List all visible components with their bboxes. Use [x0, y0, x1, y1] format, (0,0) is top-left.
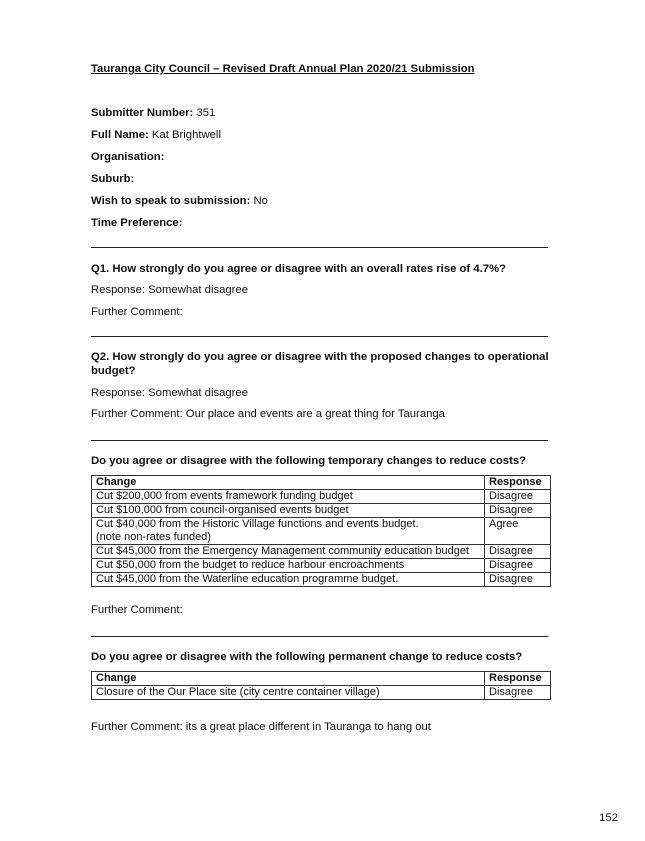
response-cell: Disagree	[485, 545, 551, 559]
divider	[91, 636, 548, 637]
table-row	[92, 559, 551, 573]
field-label: Full Name:	[91, 129, 149, 141]
change-cell: Cut $200,000 from events framework funding budget	[92, 490, 485, 504]
response-cell: Disagree	[485, 686, 551, 700]
table-row	[92, 490, 551, 504]
divider	[91, 336, 548, 337]
change-cell	[92, 518, 485, 545]
response-header: Response	[485, 476, 551, 490]
change-text: Cut $40,000 from the Historic Village functions and events budget.	[96, 518, 419, 530]
field-label: Suburb:	[91, 173, 135, 185]
temporary-changes-table	[91, 475, 551, 587]
divider	[91, 247, 548, 248]
change-cell: Cut $45,000 from the Waterline education programme budget.	[92, 573, 485, 587]
field-label: Submitter Number:	[91, 107, 194, 119]
change-header: Change	[92, 476, 485, 490]
change-cell: Closure of the Our Place site (city centre container village)	[92, 686, 485, 700]
q1-question: Q1. How strongly do you agree or disagree with an overall rates rise of 4.7%?	[91, 263, 506, 275]
permanent-change-question: Do you agree or disagree with the following permanent change to reduce costs?	[91, 651, 523, 663]
field-label: Time Preference:	[91, 217, 183, 229]
field-value: No	[250, 195, 268, 207]
response-header: Response	[485, 672, 551, 686]
response-cell: Agree	[485, 518, 551, 545]
table-header-row	[92, 672, 551, 686]
change-note: (note non-rates funded)	[96, 531, 211, 543]
field-value: 351	[193, 107, 216, 119]
permanent-change-table	[91, 671, 551, 700]
temporary-changes-question: Do you agree or disagree with the following temporary changes to reduce costs?	[91, 455, 527, 467]
table-row	[92, 686, 551, 700]
table-row	[92, 545, 551, 559]
suburb-field	[91, 173, 134, 185]
divider	[91, 440, 548, 441]
q2-question: Q2. How strongly do you agree or disagree with the proposed changes to operational budget?	[91, 351, 549, 377]
page-number: 152	[599, 812, 618, 824]
wish-to-speak-field	[91, 195, 268, 207]
full-name-field	[91, 129, 221, 141]
change-cell: Cut $45,000 from the Emergency Management community education budget	[92, 545, 485, 559]
table-row	[92, 573, 551, 587]
change-cell: Cut $100,000 from council-organised events budget	[92, 504, 485, 518]
permanent-comment: Further Comment: its a great place different in Tauranga to hang out	[91, 721, 431, 733]
document-title: Tauranga City Council – Revised Draft Annual Plan 2020/21 Submission	[91, 63, 475, 75]
field-label: Organisation:	[91, 151, 165, 163]
change-cell: Cut $50,000 from the budget to reduce harbour encroachments	[92, 559, 485, 573]
q1-comment: Further Comment:	[91, 306, 183, 318]
q2-comment: Further Comment: Our place and events are a great thing for Tauranga	[91, 408, 445, 420]
q1-response: Response: Somewhat disagree	[91, 284, 248, 296]
table-header-row	[92, 476, 551, 490]
organisation-field	[91, 151, 164, 163]
response-cell: Disagree	[485, 490, 551, 504]
response-cell: Disagree	[485, 559, 551, 573]
submitter-number-field	[91, 107, 215, 119]
table-row	[92, 518, 551, 545]
change-header: Change	[92, 672, 485, 686]
temporary-comment: Further Comment:	[91, 604, 183, 616]
field-label: Wish to speak to submission:	[91, 195, 251, 207]
q2-response: Response: Somewhat disagree	[91, 387, 248, 399]
table-row	[92, 504, 551, 518]
response-cell: Disagree	[485, 504, 551, 518]
field-value: Kat Brightwell	[148, 129, 221, 141]
response-cell: Disagree	[485, 573, 551, 587]
time-preference-field	[91, 217, 182, 229]
